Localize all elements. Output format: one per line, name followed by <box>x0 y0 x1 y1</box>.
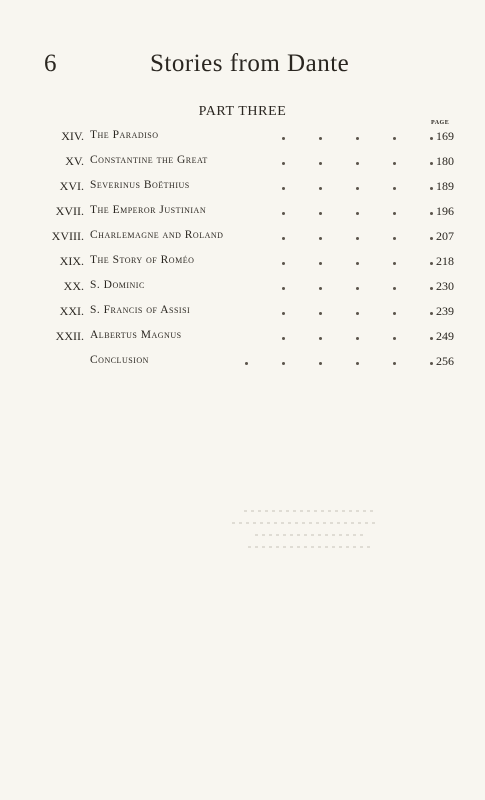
leader-dot <box>430 187 433 190</box>
leader-dot <box>356 187 359 190</box>
toc-entry <box>0 129 485 151</box>
leader-dot <box>356 212 359 215</box>
page-header <box>0 50 485 84</box>
chapter-title: The Paradiso <box>90 129 159 141</box>
leader-dot <box>393 137 396 140</box>
leader-dot <box>356 137 359 140</box>
page-reference: 239 <box>436 304 454 318</box>
page-reference: 169 <box>436 129 454 143</box>
toc-entry <box>0 204 485 226</box>
leader-dot <box>430 262 433 265</box>
leader-dot <box>319 362 322 365</box>
leader-dot <box>430 212 433 215</box>
chapter-title: S. Dominic <box>90 279 145 291</box>
leader-dot <box>319 287 322 290</box>
page-number: 6 <box>44 50 57 77</box>
leader-dot <box>393 262 396 265</box>
leader-dot <box>356 287 359 290</box>
leader-dot <box>282 362 285 365</box>
chapter-number: XIX. <box>59 254 84 268</box>
chapter-number: XXI. <box>59 304 84 318</box>
leader-dot <box>430 287 433 290</box>
toc-entry <box>0 354 485 376</box>
chapter-number: XVI. <box>59 179 84 193</box>
leader-dot <box>319 237 322 240</box>
leader-dot <box>319 337 322 340</box>
toc-entry <box>0 254 485 276</box>
chapter-number: XIV. <box>61 129 84 143</box>
leader-dot <box>430 137 433 140</box>
leader-dot <box>393 237 396 240</box>
leader-dot <box>282 287 285 290</box>
page-reference: 256 <box>436 354 454 368</box>
leader-dot <box>319 162 322 165</box>
leader-dot <box>282 187 285 190</box>
page-reference: 207 <box>436 229 454 243</box>
leader-dot <box>282 312 285 315</box>
leader-dot <box>393 212 396 215</box>
leader-dot <box>393 187 396 190</box>
leader-dot <box>356 312 359 315</box>
toc-entry <box>0 179 485 201</box>
leader-dot <box>245 362 248 365</box>
toc-entry <box>0 229 485 251</box>
leader-dot <box>393 287 396 290</box>
toc-entry <box>0 279 485 301</box>
page-reference: 230 <box>436 279 454 293</box>
leader-dot <box>319 212 322 215</box>
chapter-title: Conclusion <box>90 354 149 366</box>
chapter-title: Albertus Magnus <box>90 329 182 341</box>
leader-dot <box>393 312 396 315</box>
leader-dot <box>356 337 359 340</box>
chapter-number: XXII. <box>55 329 84 343</box>
leader-dot <box>282 162 285 165</box>
leader-dot <box>430 362 433 365</box>
leader-dot <box>356 262 359 265</box>
leader-dot <box>356 362 359 365</box>
leader-dot <box>319 187 322 190</box>
chapter-title: Constantine the Great <box>90 154 208 166</box>
chapter-title: The Emperor Justinian <box>90 204 207 216</box>
running-head: Stories from Dante <box>150 50 350 77</box>
toc-entry <box>0 154 485 176</box>
show-through-text <box>232 500 388 590</box>
leader-dot <box>282 137 285 140</box>
chapter-number: XVIII. <box>51 229 84 243</box>
chapter-number: XX. <box>63 279 84 293</box>
toc-entry <box>0 304 485 326</box>
page-reference: 218 <box>436 254 454 268</box>
leader-dot <box>430 162 433 165</box>
leader-dot <box>430 312 433 315</box>
leader-dot <box>393 162 396 165</box>
leader-dot <box>282 237 285 240</box>
leader-dot <box>282 212 285 215</box>
leader-dot <box>430 337 433 340</box>
chapter-title: Charlemagne and Roland <box>90 229 224 241</box>
page-reference: 189 <box>436 179 454 193</box>
leader-dot <box>282 262 285 265</box>
page-reference: 196 <box>436 204 454 218</box>
part-title: PART THREE <box>198 104 287 119</box>
chapter-title: The Story of Roméo <box>90 254 195 266</box>
leader-dot <box>319 262 322 265</box>
chapter-title: Severinus Boëthius <box>90 179 190 191</box>
leader-dot <box>430 237 433 240</box>
leader-dot <box>393 337 396 340</box>
leader-dot <box>393 362 396 365</box>
leader-dot <box>282 337 285 340</box>
leader-dot <box>356 237 359 240</box>
page-reference: 249 <box>436 329 454 343</box>
leader-dot <box>319 312 322 315</box>
page-column-label: PAGE <box>431 120 450 126</box>
leader-dot <box>356 162 359 165</box>
leader-dot <box>319 137 322 140</box>
page-reference: 180 <box>436 154 454 168</box>
chapter-title: S. Francis of Assisi <box>90 304 191 316</box>
chapter-number: XVII. <box>55 204 84 218</box>
toc-entry <box>0 329 485 351</box>
chapter-number: XV. <box>65 154 84 168</box>
